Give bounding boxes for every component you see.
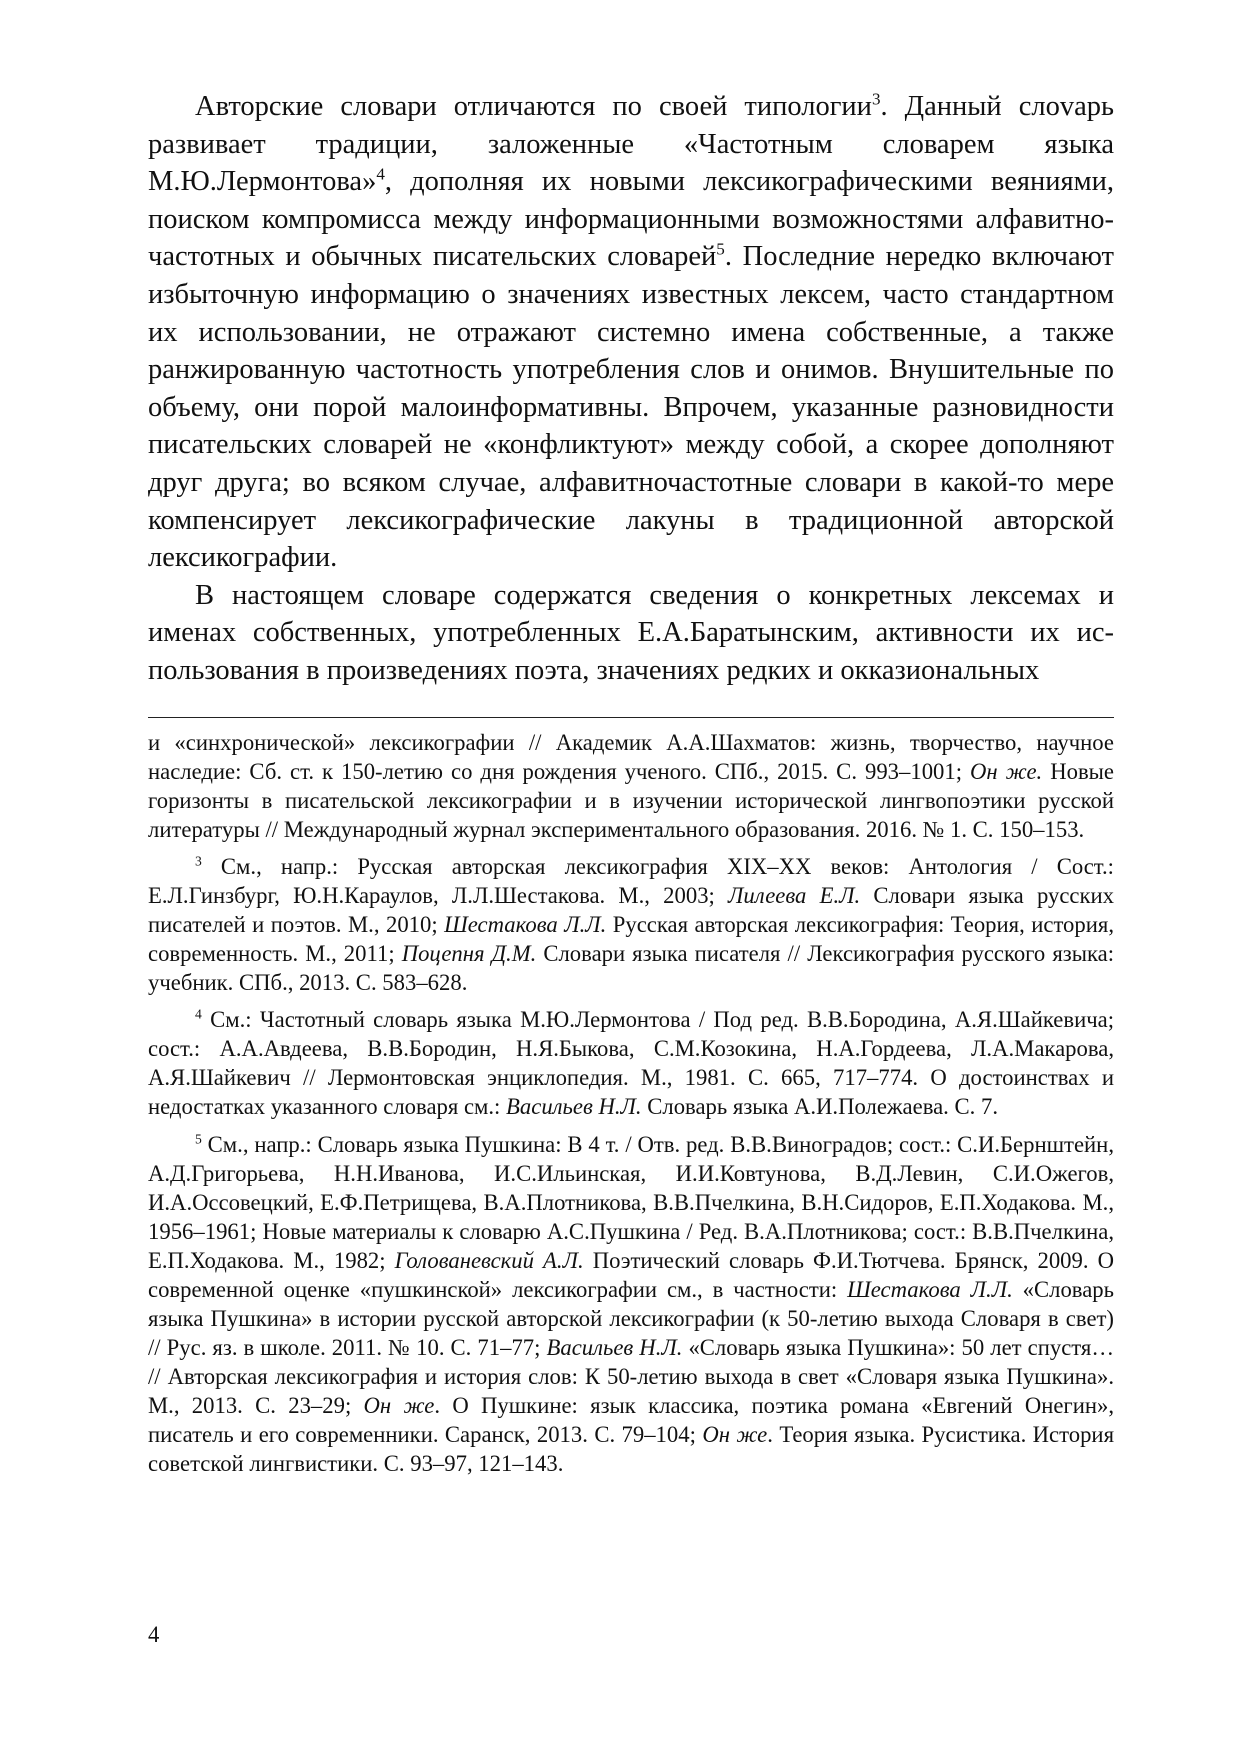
footnote-ref-4[interactable]: 4 bbox=[376, 164, 385, 184]
paragraph-2: В настоящем словаре содержатся сведения о конкретных лексемах и именах собственных, употребленных Е.А.Баратынским, активности их использования в произведениях поэта, значениях редких и окказиональных bbox=[148, 579, 1114, 686]
footnote-5: $^5$ См., напр.: Словарь языка Пушкина: В 4 т. / Отв. ред. В.В.Виноградов; сост.: С.И.Бернштейн, А.Д.Григорьева, Н.Н.Иванова, И.С.Ильинская, И.И.Ковтунова, В.Д.Левин, С.И.Ожегов, И.А.Оссовецкий, Е.Ф.Петрищева, В.А.Плотникова, В.В.Пчелкина, В.Н.Сидоров, Е.П.Ходакова. М., 1956–1961; Новые материалы к словарю А.С.Пушкина / Ред. В.А.Плотникова; сост.: В.В.Пчелкина, Е.П.Ходакова. М., 1982; Голованевский А.Л. Поэтический словарь Ф.И.Тютчева. Брянск, 2009. О современной оценке «пушкинской» лексикографии см., в частности: Шестакова Л.Л. «Словарь языка Пушкина» в истории русской авторской лексикографии (к 50-летию выхода Словаря в свет) // Рус. яз. в школе. 2011. № 10. С. 71–77; Васильев Н.Л. «Словарь языка Пушкина»: 50 лет спустя… // Авторская лексикография и история слов: К 50-летию выхода в свет «Словаря языка Пушкина». М., 2013. С. 23–29; Он же. О Пушкине: язык классика, поэтика романа «Евгений Онегин», писатель и его современники. Саранск, 2013. С. 79–104; Он же. Теория языка. Русистика. История советской лингвистики. С. 93–97, 121–143. bbox=[148, 1131, 1115, 1476]
footnote-separator bbox=[148, 717, 1114, 718]
main-text bbox=[148, 88, 1114, 690]
footnote-number: 5 bbox=[195, 1131, 202, 1146]
footnote-ref-3[interactable]: 3 bbox=[871, 89, 881, 109]
paragraph-1: Авторские словари отличаются по своей типологии$^3$. Данный слоvарь развивает традиции, заложенные «Частотным словарем языка М.Ю.Лермонтова»$^4$, дополняя их новыми лексикографическими веяниями, поиском компромисса между информационными возможностями алфавитно-частотных и обычных писательских словарей$^5$. Последние нередко включают избыточную информацию о значениях известных лексем, часто стандартном их использовании, не отражают системно имена собственные, а также ранжированную частотность употребления слов и онимов. Внушительные по объему, они порой малоинформативны. Впрочем, указанные разновидности писательских словарей не «конфликтуют» между собой, а скорее дополняют друг друга; во всяком случае, алфавитночастотные словари в какой-то мере компенсирует лексикографические лакуны в традиционной авторской лексикографии. bbox=[148, 89, 1114, 574]
footnote-continuation: и «синхронической» лексикографии // Академик А.А.Шахматов: жизнь, творчество, научное наследие: Сб. ст. к 150-летию со дня рождения ученого. СПб., 2015. С. 993–1001; Он же. Новые горизонты в писательской лексикографии и в изучении исторической лингвопоэтики русской литературы // Международный журнал экспериментального образования. 2016. № 1. С. 150–153. bbox=[148, 730, 1114, 842]
footnote-3: $^3$ См., напр.: Русская авторская лексикография XIX–XX веков: Антология / Сост.: Е.Л.Гинзбург, Ю.Н.Караулов, Л.Л.Шестакова. М., 2003; Лилеева Е.Л. Словари языка русских писателей и поэтов. М., 2010; Шестакова Л.Л. Русская авторская лексикография: Теория, история, современность. М., 2011; Поцепня Д.М. Словари языка писателя // Лексикография русского языка: учебник. СПб., 2013. С. 583–628. bbox=[148, 853, 1115, 996]
footnote-ref-5[interactable]: 5 bbox=[716, 239, 725, 259]
page-number: 4 bbox=[148, 1622, 160, 1647]
footnote-number: 4 bbox=[195, 1006, 202, 1022]
footnote-number: 3 bbox=[195, 853, 202, 869]
footnotes bbox=[148, 728, 1114, 1486]
footnote-4: $^4$ См.: Частотный словарь языка М.Ю.Лермонтова / Под ред. В.В.Бородина, А.Я.Шайкевича; сост.: А.А.Авдеева, В.В.Бородин, Н.Я.Быкова, С.М.Козокина, Н.А.Гордеева, Л.А.Макарова, А.Я.Шайкевич // Лермонтовская энциклопедия. М., 1981. С. 665, 717–774. О достоинствах и недостатках указанного словаря см.: Васильев Н.Л. Словарь языка А.И.Полежаева. С. 7. bbox=[148, 1006, 1114, 1120]
